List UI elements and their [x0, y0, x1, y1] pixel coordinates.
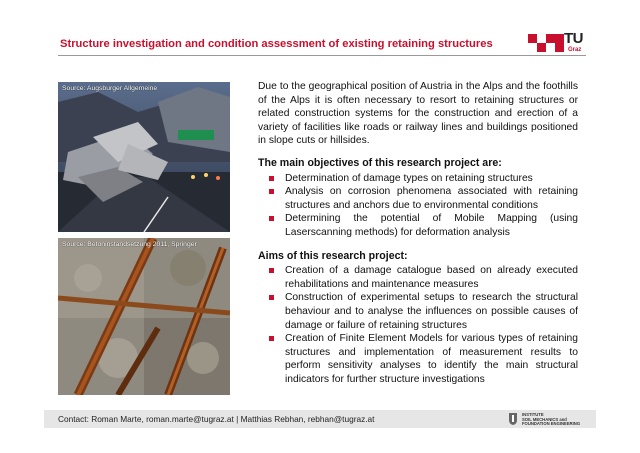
- list-item: Determining the potential of Mobile Mapping (using Laserscanning methods) for deformation analysis: [258, 212, 578, 239]
- page-title: Structure investigation and condition assessment of existing retaining structures: [60, 38, 493, 50]
- list-item: Creation of a damage catalogue based on already executed rehabilitations and maintenance measures: [258, 264, 578, 291]
- objectives-list: [258, 172, 578, 240]
- tu-graz-logo-squares: [528, 30, 564, 60]
- logo-text: TU: [564, 30, 583, 47]
- bullet-icon: [269, 336, 274, 341]
- contact-info: Contact: Roman Marte, roman.marte@tugraz.at | Matthias Rebhan, rebhan@tugraz.at: [58, 414, 375, 424]
- photo-collapsed-wall: [58, 82, 230, 232]
- institute-logo: [508, 412, 594, 426]
- list-item: Analysis on corrosion phenomena associated with retaining structures and anchors due to environmental conditions: [258, 185, 578, 212]
- bullet-icon: [269, 189, 274, 194]
- aims-list: [258, 264, 578, 386]
- institute-name: INSTITUTE SOIL MECHANICS and FOUNDATION ENGINEERING: [522, 412, 581, 427]
- photo-corroded-rebar: [58, 238, 230, 395]
- collapsed-wall-image: [58, 82, 230, 232]
- photo-caption: Source: Betoninstandsetzung 2011, Springer: [62, 241, 197, 248]
- bullet-icon: [269, 176, 274, 181]
- corroded-rebar-image: [58, 238, 230, 395]
- objectives-heading: The main objectives of this research project are:: [258, 156, 502, 169]
- list-item: Determination of damage types on retaining structures: [258, 172, 578, 186]
- list-item: Construction of experimental setups to research the structural behaviour and to analyse the influences on possible causes of damage or failure of retaining structures: [258, 291, 578, 332]
- intro-paragraph: Due to the geographical position of Austria in the Alps and the foothills of the Alps it is often necessary to resort to retaining structures or related construction systems for the construction and erection of a variety of facilities like roads or railway lines and buildings positioned in slope cuts or hillsides.: [258, 81, 578, 147]
- bullet-icon: [269, 295, 274, 300]
- main-content: [258, 80, 578, 396]
- bullet-icon: [269, 216, 274, 221]
- tu-graz-logo: [528, 30, 588, 60]
- logo-subtext: Graz: [568, 47, 582, 53]
- list-item: Creation of Finite Element Models for various types of retaining structures and implementation of measurement results to perform sensitivity analyses to identify the main structural indicators for further structure investigations: [258, 332, 578, 386]
- footer-bar: [44, 410, 596, 428]
- title-divider: [58, 55, 586, 56]
- crest-icon: [508, 412, 518, 426]
- bullet-icon: [269, 268, 274, 273]
- aims-heading: Aims of this research project:: [258, 249, 408, 262]
- photo-caption: Source: Augsburger Allgemeine: [62, 85, 158, 92]
